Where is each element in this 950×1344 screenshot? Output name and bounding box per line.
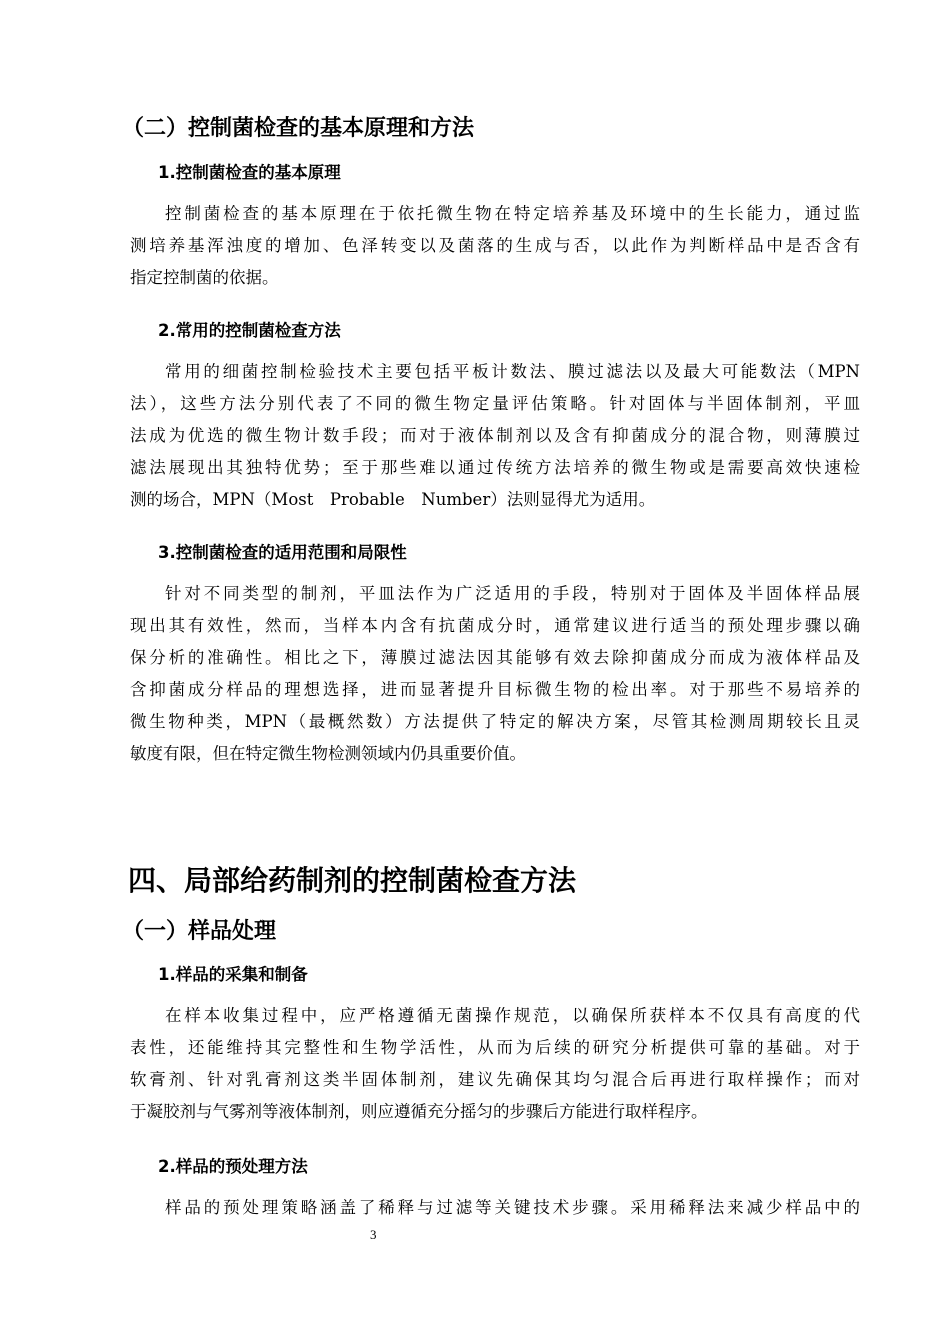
text-line: 微生物种类，MPN（最概然数）方法提供了特定的解决方案，尽管其检测周期较长且灵 [130,712,860,731]
paragraph-4-1-2 [130,1192,860,1224]
chapter-heading-4: 四、局部给药制剂的控制菌检查方法 [128,864,577,897]
text-line: 控制菌检查的基本原理在于依托微生物在特定培养基及环境中的生长能力，通过监 [165,204,860,223]
subsection-heading-2-3: 3.控制菌检查的适用范围和局限性 [158,543,407,562]
paragraph-2-3 [130,578,860,770]
text-line: 样品的预处理策略涵盖了稀释与过滤等关键技术步骤。采用稀释法来减少样品中的 [165,1198,860,1217]
text-line: 于凝胶剂与气雾剂等液体制剂，则应遵循充分摇匀的步骤后方能进行取样程序。 [130,1102,708,1121]
text-line: 保分析的准确性。相比之下，薄膜过滤法因其能够有效去除抑菌成分而成为液体样品及 [130,648,860,667]
text-line: 滤法展现出其独特优势；至于那些难以通过传统方法培养的微生物或是需要高效快速检 [130,458,860,477]
section-heading-4-1: （一）样品处理 [122,919,277,944]
text-line: 测的场合，MPN（Most Probable Number）法则显得尤为适用。 [130,490,656,509]
text-line: 含抑菌成分样品的理想选择，进而显著提升目标微生物的检出率。对于那些不易培养的 [130,680,860,699]
subsection-heading-4-1-2: 2.样品的预处理方法 [158,1157,308,1176]
text-line: 表性，还能维持其完整性和生物学活性，从而为后续的研究分析提供可靠的基础。对于 [130,1038,860,1057]
page-number: 3 [370,1227,377,1242]
subsection-heading-2-2: 2.常用的控制菌检查方法 [158,321,341,340]
subsection-heading-4-1-1: 1.样品的采集和制备 [158,965,308,984]
text-line: 常用的细菌控制检验技术主要包括平板计数法、膜过滤法以及最大可能数法（MPN [165,362,860,381]
text-line: 法成为优选的微生物计数手段；而对于液体制剂以及含有抑菌成分的混合物，则薄膜过 [130,426,860,445]
text-line: 软膏剂、针对乳膏剂这类半固体制剂，建议先确保其均匀混合后再进行取样操作；而对 [130,1070,860,1089]
paragraph-2-2 [130,356,860,516]
text-line: 指定控制菌的依据。 [130,268,279,287]
paragraph-4-1-1 [130,1000,860,1128]
text-line: 敏度有限，但在特定微生物检测领域内仍具重要价值。 [130,744,526,763]
text-line: 测培养基浑浊度的增加、色泽转变以及菌落的生成与否，以此作为判断样品中是否含有 [130,236,860,255]
paragraph-2-1 [130,198,860,294]
text-line: 法），这些方法分别代表了不同的微生物定量评估策略。针对固体与半固体制剂，平皿 [130,394,860,413]
subsection-heading-2-1: 1.控制菌检查的基本原理 [158,163,341,182]
section-heading-2: （二）控制菌检查的基本原理和方法 [122,116,475,141]
text-line: 现出其有效性，然而，当样本内含有抗菌成分时，通常建议进行适当的预处理步骤以确 [130,616,860,635]
text-line: 针对不同类型的制剂，平皿法作为广泛适用的手段，特别对于固体及半固体样品展 [165,584,860,603]
text-line: 在样本收集过程中，应严格遵循无菌操作规范，以确保所获样本不仅具有高度的代 [165,1006,860,1025]
